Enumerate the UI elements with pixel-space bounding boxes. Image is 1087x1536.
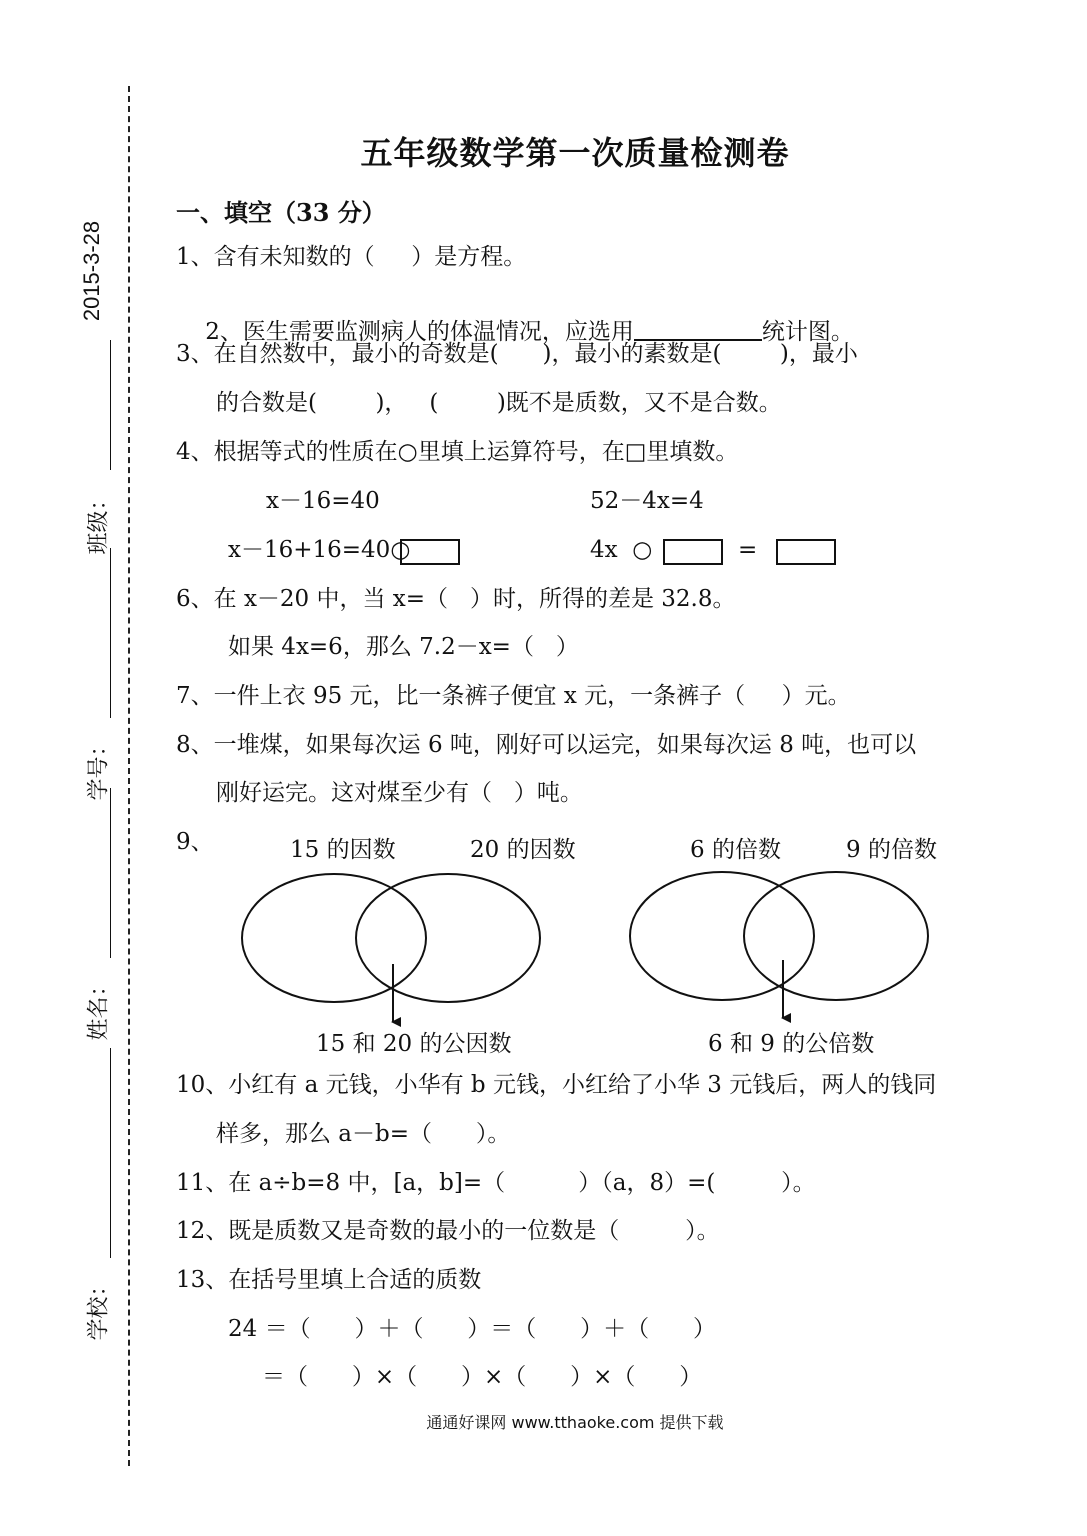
question-10-line2: 样多，那么 a－b=（ ）。 bbox=[216, 1121, 511, 1147]
name-underline bbox=[110, 788, 111, 958]
name-label: 姓名： bbox=[85, 974, 111, 1041]
answer-blank bbox=[634, 317, 762, 341]
ellipse-9-multiples bbox=[744, 872, 928, 1000]
answer-box-3 bbox=[776, 539, 836, 565]
class-label: 班级： bbox=[85, 488, 111, 555]
question-11: 11、在 a÷b=8 中，[a，b]=（ ）（a，8）=( ）。 bbox=[176, 1170, 816, 1196]
question-12: 12、既是质数又是奇数的最小的一位数是（ ）。 bbox=[176, 1218, 720, 1244]
question-7: 7、一件上衣 95 元，比一条裤子便宜 x 元，一条裤子（ ）元。 bbox=[176, 683, 851, 709]
question-6-line2: 如果 4x=6，那么 7.2－x=（ ） bbox=[228, 634, 579, 660]
equation-2-step: 4x ○ bbox=[590, 537, 653, 563]
ellipse-15-factors bbox=[242, 874, 426, 1002]
dashed-cut-line bbox=[128, 86, 130, 1466]
ellipse-6-multiples bbox=[630, 872, 814, 1000]
question-1: 1、含有未知数的（ ）是方程。 bbox=[176, 244, 527, 270]
question-3-line2: 的合数是( )， ( )既不是质数，又不是合数。 bbox=[216, 390, 782, 416]
question-8-line2: 刚好运完。这对煤至少有（ ）吨。 bbox=[216, 780, 583, 806]
venn-label-6-multiples: 6 的倍数 bbox=[690, 837, 781, 863]
section-heading: 一、填空（33 分） bbox=[176, 198, 386, 227]
ellipse-20-factors bbox=[356, 874, 540, 1002]
venn-label-20-factors: 20 的因数 bbox=[470, 837, 576, 863]
number-underline bbox=[110, 548, 111, 718]
question-4: 4、根据等式的性质在○里填上运算符号，在□里填数。 bbox=[176, 439, 739, 465]
question-9-number: 9、 bbox=[176, 829, 214, 855]
equals-sign: = bbox=[738, 537, 758, 563]
question-6-line1: 6、在 x－20 中，当 x=（ ）时，所得的差是 32.8。 bbox=[176, 586, 736, 612]
equation-1-step: x－16+16=40○ bbox=[228, 537, 411, 563]
venn-label-15-factors: 15 的因数 bbox=[290, 837, 396, 863]
question-13-sum-line: 24 ＝（ ）＋（ ）＝（ ）＋（ ） bbox=[228, 1316, 717, 1342]
venn-common-multiples-label: 6 和 9 的公倍数 bbox=[708, 1031, 875, 1057]
venn-diagram-multiples bbox=[624, 860, 944, 1030]
equation-1: x－16=40 bbox=[266, 488, 380, 514]
question-3-line1: 3、在自然数中，最小的奇数是( )，最小的素数是( )，最小 bbox=[176, 341, 858, 367]
school-underline bbox=[110, 1048, 111, 1258]
date-label: 2015-3-28 bbox=[79, 220, 105, 322]
equation-2: 52－4x=4 bbox=[590, 488, 704, 514]
question-8-line1: 8、一堆煤，如果每次运 6 吨，刚好可以运完，如果每次运 8 吨，也可以 bbox=[176, 732, 917, 758]
question-13-product-line: ＝（ ）×（ ）×（ ）×（ ） bbox=[262, 1364, 703, 1390]
question-10-line1: 10、小红有 a 元钱，小华有 b 元钱，小红给了小华 3 元钱后，两人的钱同 bbox=[176, 1072, 937, 1098]
answer-box-2 bbox=[663, 539, 723, 565]
question-2-text: 2、医生需要监测病人的体温情况，应选用 bbox=[205, 319, 634, 345]
class-underline bbox=[110, 340, 111, 470]
venn-label-9-multiples: 9 的倍数 bbox=[846, 837, 937, 863]
school-label: 学校： bbox=[85, 1274, 111, 1341]
footer-credit: 通通好课网 www.tthaoke.com 提供下载 bbox=[426, 1413, 724, 1432]
page-title: 五年级数学第一次质量检测卷 bbox=[360, 134, 790, 172]
venn-common-factors-label: 15 和 20 的公因数 bbox=[316, 1031, 512, 1057]
venn-diagram-factors bbox=[236, 860, 556, 1030]
question-2-tail: 统计图。 bbox=[761, 319, 854, 345]
answer-box-1 bbox=[400, 539, 460, 565]
question-13: 13、在括号里填上合适的质数 bbox=[176, 1267, 482, 1293]
number-label: 学号： bbox=[85, 734, 111, 801]
